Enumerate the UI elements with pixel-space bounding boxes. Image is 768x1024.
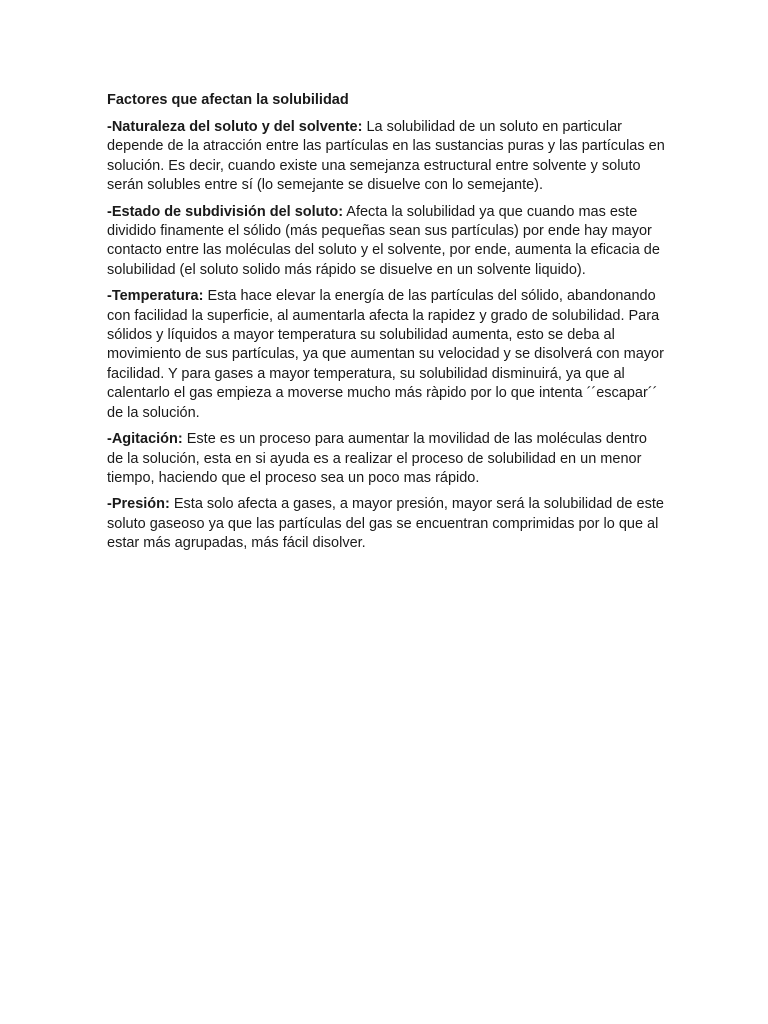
section-label: -Agitación:	[107, 431, 183, 448]
section-label: -Estado de subdivisión del soluto:	[107, 203, 344, 220]
section-temperatura	[107, 287, 667, 423]
section-text: La solubilidad de un soluto en particular depende de la atracción entre las partículas en las sustancias puras y las partículas en solución. Es decir, cuando existe una semejanza estructural entre solvente y soluto serán solubles entre sí (lo semejante se disuelve con lo semejante).	[107, 119, 665, 194]
document-title: Factores que afectan la solubilidad	[107, 92, 349, 108]
section-agitacion	[107, 430, 667, 488]
section-label: -Temperatura:	[107, 288, 204, 305]
section-text: Esta hace elevar la energía de las partículas del sólido, abandonando con facilidad la superficie, al aumentarla afecta la rapidez y grado de solubilidad. Para sólidos y líquidos a mayor temperatura su solubilidad aumenta, esto se deba al movimiento de sus partículas, ya que aumentan su velocidad y se disolverá con mayor facilidad. Y para gases a mayor temperatura, su solubilidad disminuirá, ya que al calentarlo el gas empieza a moverse mucho más ràpido por lo que intenta ´´escapar´´ de la solución.	[107, 288, 664, 421]
section-label: -Naturaleza del soluto y del solvente:	[107, 119, 363, 135]
document-page	[107, 90, 667, 561]
section-text: Afecta la solubilidad ya que cuando mas este dividido finamente el sólido (más pequeñas sean sus partículas) por ende hay mayor contacto entre las moléculas del soluto y el solvente, por ende, aumenta la eficacia de solubilidad (el soluto solido más rápido se disuelve en un solvente liquido).	[107, 203, 660, 278]
section-text: Este es un proceso para aumentar la movilidad de las moléculas dentro de la solución, esta en si ayuda es a realizar el proceso de solubilidad en un menor tiempo, haciendo que el proceso sea un poco mas rápido.	[107, 431, 647, 486]
section-text: Esta solo afecta a gases, a mayor presión, mayor será la solubilidad de este soluto gaseoso ya que las partículas del gas se encuentran comprimidas por lo que al estar más agrupadas, más fácil disolver.	[107, 496, 664, 552]
section-naturaleza	[107, 118, 667, 196]
section-presion	[107, 495, 667, 553]
section-estado-subdivision	[107, 203, 667, 281]
section-label: -Presión:	[107, 496, 170, 513]
